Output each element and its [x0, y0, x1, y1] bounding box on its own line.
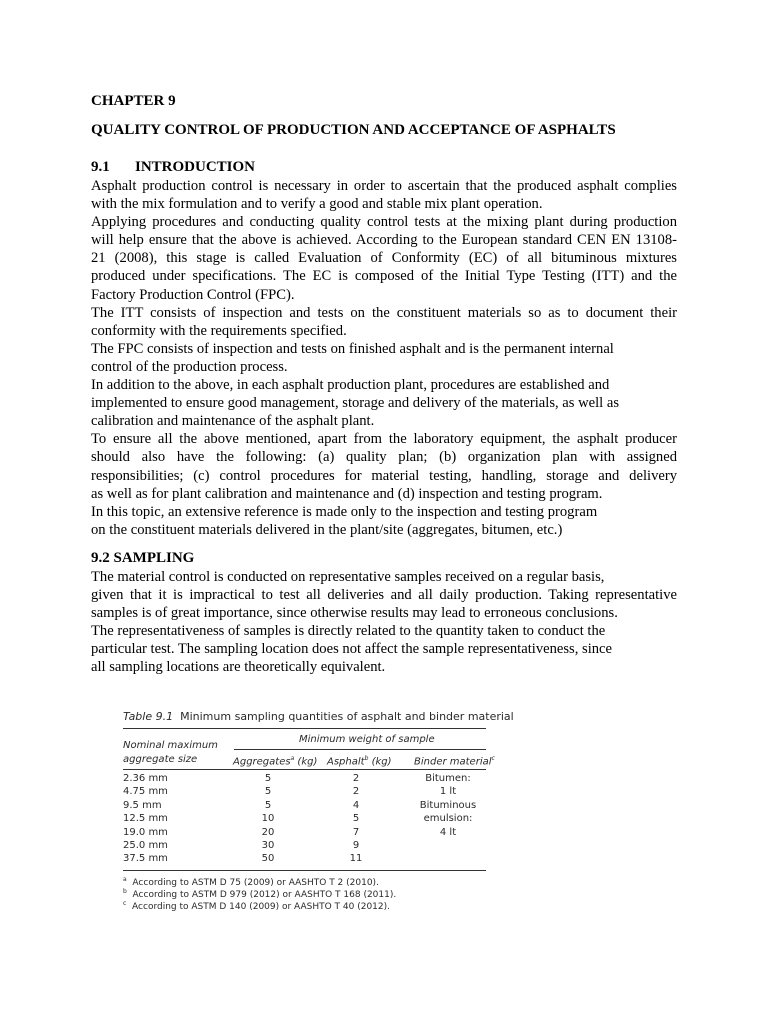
- text-line: all sampling locations are theoretically equivalent.: [91, 659, 386, 676]
- cell-binder: Bitumen:: [425, 773, 471, 784]
- text-line: should also have the following: (a) quality plan; (b) organization plan with assigned: [91, 449, 677, 466]
- table-figure: [116, 704, 514, 919]
- cell-size: 12.5 mm: [123, 813, 168, 825]
- header-bottom-rule: [123, 769, 486, 770]
- text-line: calibration and maintenance of the asphalt plant.: [91, 413, 375, 430]
- cell-aggregates: 50: [261, 853, 275, 865]
- text-line: produced under specifications. The EC is composed of the Initial Type Testing (ITT) and the: [91, 268, 677, 285]
- section-number: 9.1: [91, 159, 110, 175]
- cell-aggregates: 10: [261, 813, 275, 825]
- text-line: In addition to the above, in each asphalt production plant, procedures are established and: [91, 377, 610, 394]
- cell-size: 9.5 mm: [123, 799, 162, 811]
- table-caption-text: Minimum sampling quantities of asphalt and binder material: [180, 710, 514, 723]
- col-group-header: Minimum weight of sample: [299, 734, 435, 745]
- text-line: Factory Production Control (FPC).: [91, 286, 295, 303]
- cell-size: 19.0 mm: [123, 826, 168, 838]
- text-line: given that it is impractical to test all deliveries and all daily production. Taking representative: [91, 587, 677, 604]
- cell-binder: 1 lt: [439, 786, 457, 798]
- text-line: on the constituent materials delivered in the plant/site (aggregates, bitumen, etc.): [91, 521, 563, 538]
- text-line: The ITT consists of inspection and tests on the constituent materials so as to document their: [91, 304, 677, 321]
- cell-asphalt: 9: [352, 840, 360, 851]
- text-line: samples is of great importance, since otherwise results may lead to erroneous conclusions.: [91, 605, 618, 622]
- table-caption-label: Table 9.1: [123, 710, 174, 723]
- cell-aggregates: 5: [264, 773, 272, 784]
- text-line: Asphalt production control is necessary in order to ascertain that the produced asphalt complies: [91, 178, 677, 194]
- chapter-label: CHAPTER 9: [91, 93, 176, 109]
- cell-aggregates: 5: [264, 799, 272, 811]
- group-header-rule: [234, 749, 486, 750]
- intro-body: [91, 177, 677, 539]
- section-heading-intro: [91, 159, 255, 176]
- col-header-binder: Binder material$^c$: [414, 755, 495, 768]
- cell-aggregates: 30: [261, 840, 275, 851]
- text-line: 21 (2008), this stage is called Evaluation of Conformity (EC) of all bituminous mixtures: [91, 250, 677, 267]
- cell-aggregates: 5: [264, 786, 272, 798]
- cell-asphalt: 7: [352, 826, 360, 838]
- cell-aggregates: 20: [261, 826, 275, 838]
- cell-binder: emulsion:: [423, 813, 473, 825]
- text-line: In this topic, an extensive reference is made only to the inspection and testing program: [91, 503, 598, 520]
- text-line: control of the production process.: [91, 358, 288, 375]
- cell-size: 25.0 mm: [123, 840, 168, 851]
- table-bottom-rule: [123, 870, 486, 871]
- table-footnote: $^b$ According to ASTM D 979 (2012) or AASHTO T 168 (2011).: [123, 888, 397, 900]
- text-line: conformity with the requirements specified.: [91, 322, 347, 339]
- text-line: The material control is conducted on representative samples received on a regular basis,: [91, 569, 605, 585]
- text-line: To ensure all the above mentioned, apart from the laboratory equipment, the asphalt producer: [91, 431, 677, 448]
- cell-binder: 4 lt: [439, 826, 457, 838]
- cell-asphalt: 11: [349, 853, 363, 865]
- text-line: The representativeness of samples is directly related to the quantity taken to conduct the: [91, 623, 606, 640]
- text-line: as well as for plant calibration and maintenance and (d) inspection and testing program.: [91, 485, 603, 502]
- text-line: Applying procedures and conducting quality control tests at the mixing plant during production: [91, 214, 677, 231]
- text-line: particular test. The sampling location does not affect the sample representativeness, since: [91, 641, 613, 658]
- col-header-aggregates: Aggregates$^a$ (kg): [233, 755, 318, 768]
- col-header-size-line1: Nominal maximum: [123, 740, 218, 751]
- cell-asphalt: 5: [352, 813, 360, 825]
- chapter-title: QUALITY CONTROL OF PRODUCTION AND ACCEPTANCE OF ASPHALTS: [91, 122, 616, 138]
- cell-size: 37.5 mm: [123, 853, 168, 865]
- cell-asphalt: 4: [352, 799, 360, 811]
- col-header-asphalt: Asphalt$^b$ (kg): [327, 755, 392, 768]
- section-heading-sampling: 9.2 SAMPLING: [91, 550, 195, 566]
- text-line: with the mix formulation and to verify a good and stable mix plant operation.: [91, 196, 543, 213]
- col-header-size-line2: aggregate size: [123, 754, 198, 765]
- cell-asphalt: 2: [352, 786, 360, 798]
- table-top-rule: [123, 728, 486, 729]
- cell-asphalt: 2: [352, 773, 360, 784]
- cell-binder: Bituminous: [419, 799, 477, 811]
- text-line: will help ensure that the above is achieved. According to the European standard CEN EN 13108-: [91, 232, 677, 249]
- cell-size: 4.75 mm: [123, 786, 168, 798]
- text-line: implemented to ensure good management, storage and delivery of the materials, as well as: [91, 395, 620, 412]
- table-caption: [123, 710, 514, 723]
- text-line: The FPC consists of inspection and tests on finished asphalt and is the permanent internal: [91, 340, 614, 357]
- table-footnote: $^a$ According to ASTM D 75 (2009) or AASHTO T 2 (2010).: [123, 876, 379, 888]
- sampling-body: [91, 568, 677, 677]
- text-line: responsibilities; (c) control procedures for material testing, handling, storage and delivery: [91, 467, 677, 484]
- table-footnote: $^c$ According to ASTM D 140 (2009) or AASHTO T 40 (2012).: [123, 900, 391, 912]
- section-title: INTRODUCTION: [135, 159, 256, 175]
- cell-size: 2.36 mm: [123, 773, 168, 784]
